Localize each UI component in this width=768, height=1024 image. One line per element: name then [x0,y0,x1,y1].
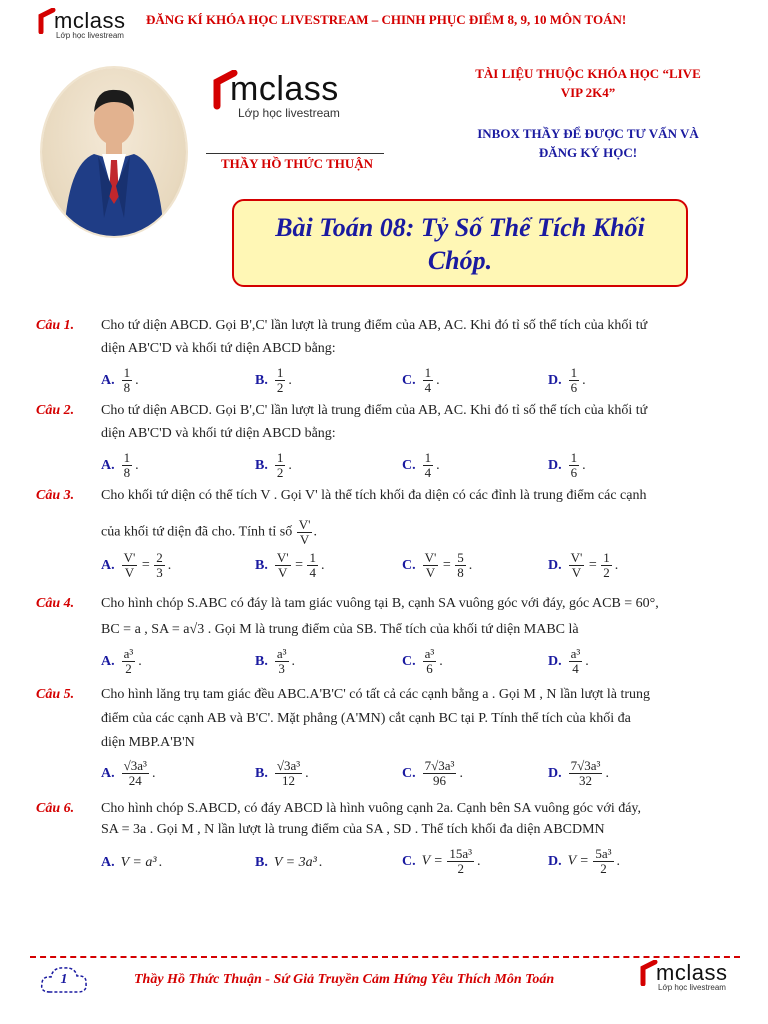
answer-option-c[interactable]: C. $\frac{V'}{V}$ = $\frac{5}{8}$ . [402,550,473,580]
course-info-line-2: VIP 2K4” [560,85,616,100]
question-text-line: điểm của các cạnh AB và B'C'. Mặt phẳng (A'MN) cắt cạnh BC tại P. Tính thể tích của khối đa [101,711,631,726]
teacher-avatar [42,68,186,236]
page-number: 1 [60,972,68,987]
teacher-name: THẦY HỒ THỨC THUẬN [220,156,374,171]
answer-option-b[interactable]: B. $\frac{\text{√3a³}}{12}$ . [255,758,309,788]
lesson-title-box [232,199,688,287]
logo-mark-icon [38,8,56,34]
question-label: Câu 4. [36,596,75,611]
logo-word: mclass [54,8,126,33]
teacher-divider [206,153,384,154]
inbox-info-line-1: INBOX THẦY ĐỂ ĐƯỢC TƯ VẤN VÀ [477,126,699,141]
answer-option-d[interactable]: D. $\frac{\text{7√3a³}}{32}$ . [548,758,609,788]
answer-option-a[interactable]: A. $\frac{\text{a³}}{2}$ . [101,646,142,676]
answer-option-d[interactable]: D. V = $\frac{\text{5a³}}{2}$ . [548,846,621,876]
logo-subtitle: Lớp học livestream [658,983,726,992]
mclass-logo-header [38,8,138,40]
answer-option-b[interactable]: B. $\frac{1}{2}$ . [255,450,292,480]
footer-divider [30,956,740,958]
answer-option-c[interactable]: C. $\frac{\text{7√3a³}}{96}$ . [402,758,463,788]
question-label: Câu 6. [36,801,75,816]
question-text-line: Cho hình lăng trụ tam giác đều ABC.A'B'C' có tất cả các cạnh bằng a . Gọi M , N lần lượt là trung [101,687,650,702]
question-text-line: SA = 3a . Gọi M , N lần lượt là trung điểm của SA , SD . Thể tích khối đa diện ABCDMN [101,822,605,837]
inbox-info-line-2: ĐĂNG KÝ HỌC! [538,145,638,160]
answer-option-a[interactable]: A. V = a³ . [101,855,163,870]
answer-option-a[interactable]: A. $\frac{1}{8}$ . [101,365,139,395]
answer-option-c[interactable]: C. $\frac{\text{a³}}{6}$ . [402,646,443,676]
footer-tagline: Thầy Hồ Thức Thuận - Sứ Giả Truyền Cảm Hứng Yêu Thích Môn Toán [134,972,555,987]
answer-option-b[interactable]: B. V = 3a³ . [255,855,323,870]
answer-option-c[interactable]: C. $\frac{1}{4}$ . [402,365,440,395]
answer-option-b[interactable]: B. $\frac{\text{a³}}{3}$ . [255,646,296,676]
question-text-line: Cho hình chóp S.ABCD, có đáy ABCD là hình vuông cạnh 2a. Cạnh bên SA vuông góc với đáy, [101,801,642,816]
question-label: Câu 5. [36,687,75,702]
logo-word: mclass [656,960,728,985]
logo-subtitle: Lớp học livestream [238,106,340,120]
answer-option-a[interactable]: A. $\frac{1}{8}$ . [101,450,139,480]
question-text-line: BC = a , SA = a√3 . Gọi M là trung điểm của SB. Thể tích của khối tứ diện MABC là [101,622,579,637]
question-text-line: diện MBP.A'B'N [101,735,195,750]
answer-option-a[interactable]: A. $\frac{V'}{V}$ = $\frac{2}{3}$ . [101,550,172,580]
registration-banner: ĐĂNG KÍ KHÓA HỌC LIVESTREAM – CHINH PHỤC ĐIỂM 8, 9, 10 MÔN TOÁN! [146,12,627,27]
answer-option-b[interactable]: B. $\frac{V'}{V}$ = $\frac{1}{4}$ . [255,550,325,580]
answer-option-d[interactable]: D. $\frac{1}{6}$ . [548,450,586,480]
answer-option-c[interactable]: C. $\frac{1}{4}$ . [402,450,440,480]
question-label: Câu 3. [36,488,75,503]
lesson-title-line-1: Bài Toán 08: Tỷ Số Thể Tích Khối [275,213,645,242]
answer-option-d[interactable]: D. $\frac{1}{6}$ . [548,365,586,395]
teacher-portrait-image [42,68,186,236]
mclass-logo-footer [640,960,740,992]
answer-option-d[interactable]: D. $\frac{V'}{V}$ = $\frac{1}{2}$ . [548,550,619,580]
logo-mark-icon [212,70,238,110]
question-text-line: Cho khối tứ diện có thể tích V . Gọi V' là thể tích khối đa diện có các đỉnh là trung điểm các cạnh [101,488,647,503]
logo-word: mclass [230,70,339,108]
question-label: Câu 1. [36,318,75,333]
mclass-logo-main [212,70,372,120]
answer-option-d[interactable]: D. $\frac{\text{a³}}{4}$ . [548,646,589,676]
question-text-line: Cho tứ diện ABCD. Gọi B',C' lần lượt là trung điểm của AB, AC. Khi đó tỉ số thể tích của khối tứ [101,403,648,418]
question-text-line: Cho hình chóp S.ABC có đáy là tam giác vuông tại B, cạnh SA vuông góc với đáy, góc ACB = 60°, [101,596,659,611]
logo-subtitle: Lớp học livestream [56,31,124,40]
answer-option-c[interactable]: C. V = $\frac{\text{15a³}}{2}$ . [402,846,481,876]
logo-mark-icon [640,960,658,986]
question-text-line: diện AB'C'D và khối tứ diện ABCD bằng: [101,341,336,356]
question-text-line-with-ratio: của khối tứ diện đã cho. Tính tỉ số $\frac{V'}{V}$ . [101,517,317,547]
question-label: Câu 2. [36,403,75,418]
answer-option-a[interactable]: A. $\frac{\text{√3a³}}{24}$ . [101,758,156,788]
question-text-line: Cho tứ diện ABCD. Gọi B',C' lần lượt là trung điểm của AB, AC. Khi đó tỉ số thể tích của khối tứ [101,318,648,333]
course-info-line-1: TÀI LIỆU THUỘC KHÓA HỌC “LIVE [475,66,701,81]
question-text-line: diện AB'C'D và khối tứ diện ABCD bằng: [101,426,336,441]
answer-option-b[interactable]: B. $\frac{1}{2}$ . [255,365,292,395]
lesson-title-line-2: Chóp. [427,246,493,275]
